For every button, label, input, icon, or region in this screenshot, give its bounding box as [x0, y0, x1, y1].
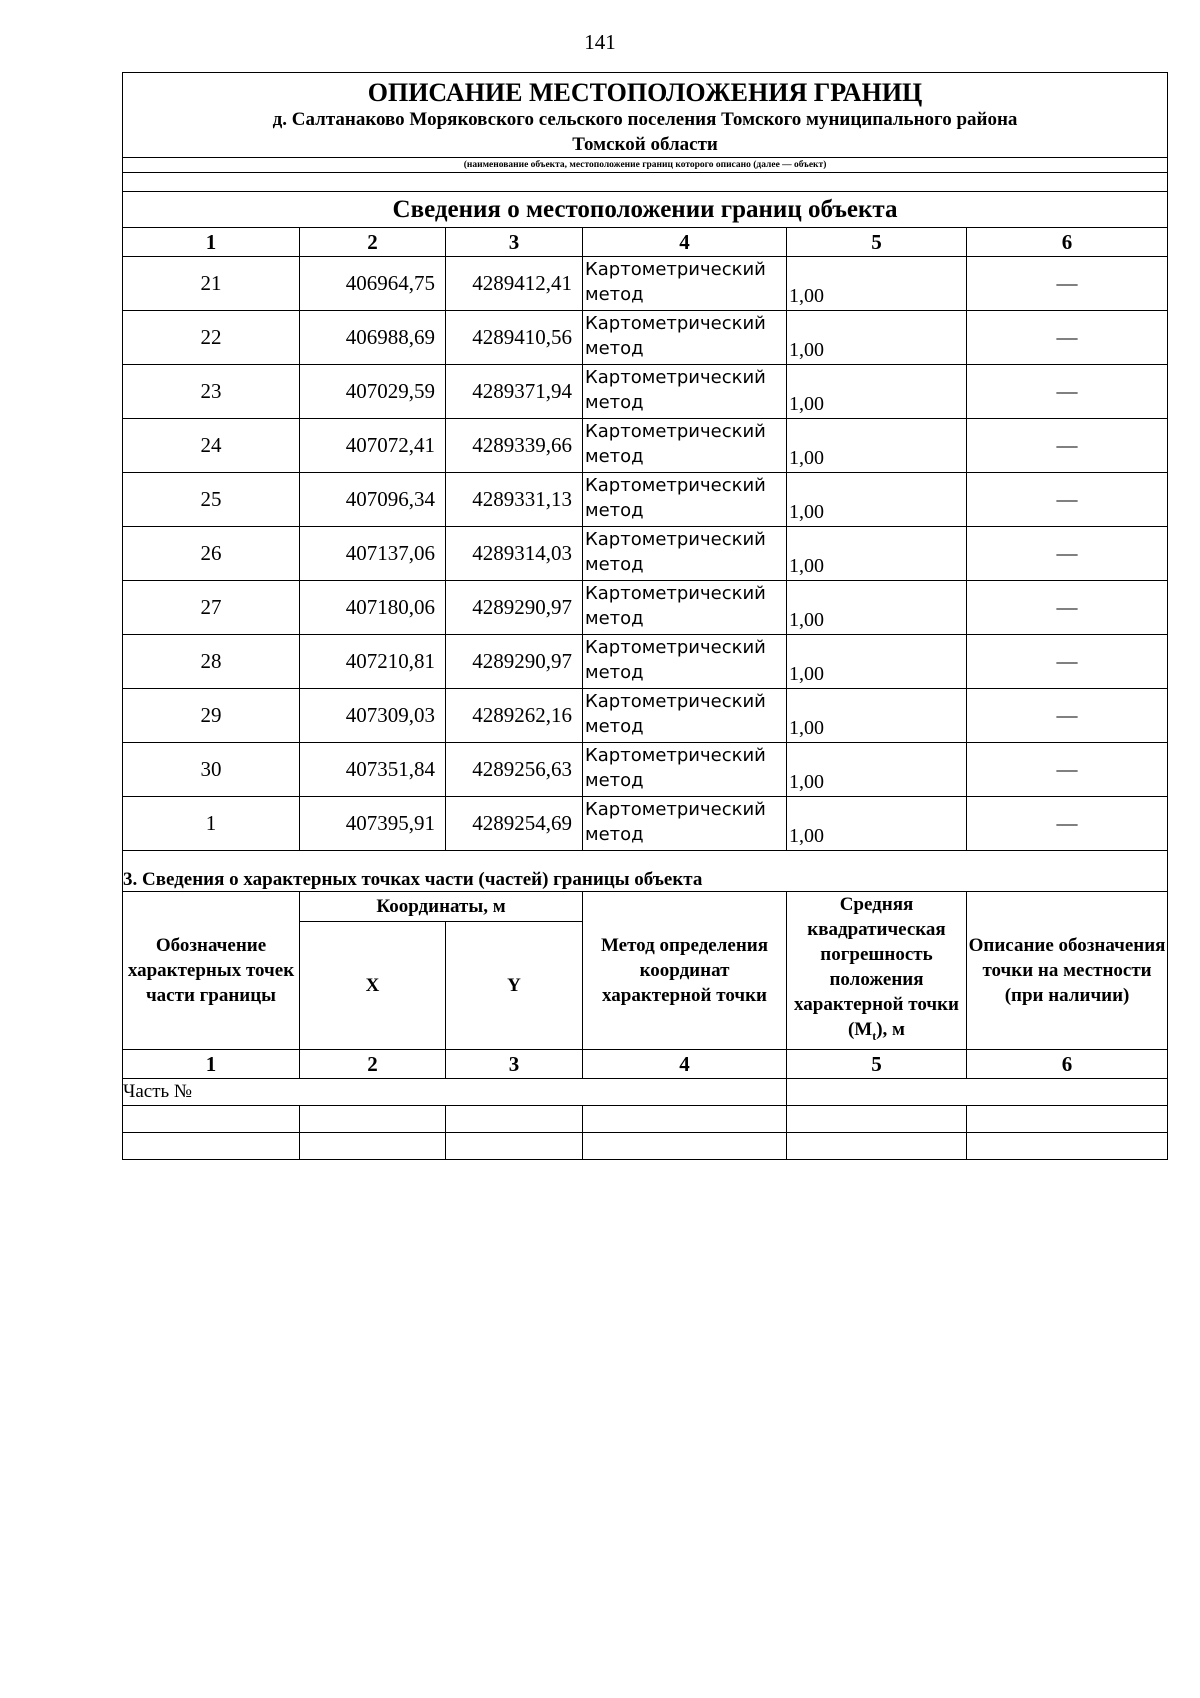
- section3-column-numbers: [123, 1049, 1168, 1078]
- method-line2: метод: [585, 716, 644, 737]
- boundary-point-row: [123, 689, 1168, 743]
- description-value: —: [967, 419, 1168, 473]
- method-line2: метод: [585, 446, 644, 467]
- coordinate-y: 4289412,41: [446, 257, 583, 311]
- point-number: 23: [123, 365, 300, 419]
- boundary-point-row: [123, 311, 1168, 365]
- method-line2: метод: [585, 554, 644, 575]
- coordinate-y: 4289331,13: [446, 473, 583, 527]
- column-number: 6: [967, 228, 1168, 257]
- coordinate-y: 4289290,97: [446, 635, 583, 689]
- accuracy-value: 1,00: [787, 797, 967, 851]
- coordinate-y: 4289262,16: [446, 689, 583, 743]
- boundary-point-row: [123, 473, 1168, 527]
- coordinate-x: 407096,34: [300, 473, 446, 527]
- header-coordinates: Координаты, м: [300, 892, 583, 922]
- accuracy-value: 1,00: [787, 689, 967, 743]
- empty-cell: [300, 1105, 446, 1132]
- accuracy-value: 1,00: [787, 257, 967, 311]
- method-cell: [583, 689, 787, 743]
- part-number-label: Часть №: [123, 1078, 787, 1105]
- empty-row: [123, 1132, 1168, 1159]
- empty-cell: [583, 1105, 787, 1132]
- header-accuracy: [787, 892, 967, 1050]
- boundary-point-row: [123, 743, 1168, 797]
- boundary-point-row: [123, 419, 1168, 473]
- accuracy-value: 1,00: [787, 473, 967, 527]
- coordinate-x: 407210,81: [300, 635, 446, 689]
- column-number: 3: [446, 228, 583, 257]
- point-number: 22: [123, 311, 300, 365]
- header-method: Метод определения координат характерной точки: [583, 892, 787, 1050]
- description-value: —: [967, 311, 1168, 365]
- accuracy-value: 1,00: [787, 743, 967, 797]
- boundary-point-row: [123, 257, 1168, 311]
- method-line2: метод: [585, 824, 644, 845]
- method-cell: [583, 365, 787, 419]
- coordinate-x: 407029,59: [300, 365, 446, 419]
- coordinate-y: 4289371,94: [446, 365, 583, 419]
- description-value: —: [967, 635, 1168, 689]
- method-cell: [583, 797, 787, 851]
- empty-row: [123, 1105, 1168, 1132]
- description-value: —: [967, 473, 1168, 527]
- method-line1: Картометрический: [585, 799, 766, 820]
- empty-cell: [123, 1132, 300, 1159]
- coordinate-y: 4289290,97: [446, 581, 583, 635]
- coordinate-y: 4289339,66: [446, 419, 583, 473]
- document-subtitle-line2: Томской области: [572, 134, 718, 155]
- column-number: 6: [967, 1049, 1168, 1078]
- coordinate-y: 4289410,56: [446, 311, 583, 365]
- method-line2: метод: [585, 392, 644, 413]
- method-line1: Картометрический: [585, 583, 766, 604]
- empty-cell: [446, 1105, 583, 1132]
- coordinate-x: 407351,84: [300, 743, 446, 797]
- boundary-point-row: [123, 365, 1168, 419]
- coordinate-x: 407395,91: [300, 797, 446, 851]
- header-accuracy-unit: ), м: [876, 1019, 906, 1040]
- method-line2: метод: [585, 338, 644, 359]
- spacer-row: [123, 173, 1168, 192]
- boundary-point-row: [123, 797, 1168, 851]
- empty-cell: [123, 1105, 300, 1132]
- method-cell: [583, 635, 787, 689]
- method-cell: [583, 257, 787, 311]
- method-line1: Картометрический: [585, 475, 766, 496]
- accuracy-value: 1,00: [787, 635, 967, 689]
- header-accuracy-main: Средняя квадратическая погрешность положения характерной точки (M: [794, 894, 959, 1040]
- empty-cell: [967, 1105, 1168, 1132]
- empty-cell: [787, 1105, 967, 1132]
- method-cell: [583, 473, 787, 527]
- coordinate-x: 406964,75: [300, 257, 446, 311]
- point-number: 28: [123, 635, 300, 689]
- method-line1: Картометрический: [585, 259, 766, 280]
- point-number: 1: [123, 797, 300, 851]
- column-number: 5: [787, 1049, 967, 1078]
- description-value: —: [967, 581, 1168, 635]
- coordinate-x: 407309,03: [300, 689, 446, 743]
- empty-cell: [967, 1132, 1168, 1159]
- column-number: 1: [123, 228, 300, 257]
- header-block: [123, 73, 1168, 158]
- description-value: —: [967, 527, 1168, 581]
- method-line1: Картометрический: [585, 421, 766, 442]
- method-cell: [583, 419, 787, 473]
- point-number: 21: [123, 257, 300, 311]
- coordinate-x: 407180,06: [300, 581, 446, 635]
- column-number: 1: [123, 1049, 300, 1078]
- method-cell: [583, 311, 787, 365]
- boundary-point-row: [123, 635, 1168, 689]
- header-accuracy-subscript: t: [872, 1028, 877, 1043]
- method-line2: метод: [585, 608, 644, 629]
- empty-cell: [787, 1078, 1168, 1105]
- accuracy-value: 1,00: [787, 527, 967, 581]
- method-line1: Картометрический: [585, 313, 766, 334]
- boundary-document: [122, 72, 1167, 1160]
- method-line1: Картометрический: [585, 745, 766, 766]
- point-number: 25: [123, 473, 300, 527]
- section2-column-numbers: [123, 228, 1168, 257]
- boundary-point-row: [123, 527, 1168, 581]
- section2-title: Сведения о местоположении границ объекта: [123, 192, 1168, 228]
- document-title: ОПИСАНИЕ МЕСТОПОЛОЖЕНИЯ ГРАНИЦ: [367, 78, 923, 107]
- column-number: 3: [446, 1049, 583, 1078]
- coordinate-x: 406988,69: [300, 311, 446, 365]
- empty-cell: [787, 1132, 967, 1159]
- method-cell: [583, 743, 787, 797]
- document-table: [122, 72, 1168, 1160]
- description-value: —: [967, 689, 1168, 743]
- coordinate-y: 4289256,63: [446, 743, 583, 797]
- coordinate-y: 4289254,69: [446, 797, 583, 851]
- coordinate-x: 407072,41: [300, 419, 446, 473]
- method-line1: Картометрический: [585, 529, 766, 550]
- empty-cell: [300, 1132, 446, 1159]
- document-subtitle-line1: д. Салтанаково Моряковского сельского поселения Томского муниципального района: [272, 109, 1018, 130]
- section3-title: 3. Сведения о характерных точках части (частей) границы объекта: [123, 851, 1168, 892]
- header-y: Y: [446, 921, 583, 1049]
- method-line2: метод: [585, 662, 644, 683]
- description-value: —: [967, 743, 1168, 797]
- header-designation: Обозначение характерных точек части границы: [123, 892, 300, 1050]
- point-number: 29: [123, 689, 300, 743]
- column-number: 4: [583, 228, 787, 257]
- description-value: —: [967, 365, 1168, 419]
- object-caption: (наименование объекта, местоположение границ которого описано (далее — объект): [123, 158, 1168, 173]
- empty-cell: [583, 1132, 787, 1159]
- column-number: 2: [300, 1049, 446, 1078]
- section2-rows: [123, 257, 1168, 851]
- boundary-point-row: [123, 581, 1168, 635]
- column-number: 4: [583, 1049, 787, 1078]
- point-number: 24: [123, 419, 300, 473]
- point-number: 27: [123, 581, 300, 635]
- accuracy-value: 1,00: [787, 311, 967, 365]
- header-x: X: [300, 921, 446, 1049]
- accuracy-value: 1,00: [787, 365, 967, 419]
- point-number: 30: [123, 743, 300, 797]
- method-line1: Картометрический: [585, 691, 766, 712]
- header-description: Описание обозначения точки на местности (при наличии): [967, 892, 1168, 1050]
- method-cell: [583, 581, 787, 635]
- method-cell: [583, 527, 787, 581]
- description-value: —: [967, 257, 1168, 311]
- empty-cell: [446, 1132, 583, 1159]
- page-number: 141: [584, 30, 616, 54]
- column-number: 2: [300, 228, 446, 257]
- description-value: —: [967, 797, 1168, 851]
- method-line2: метод: [585, 770, 644, 791]
- accuracy-value: 1,00: [787, 419, 967, 473]
- coordinate-y: 4289314,03: [446, 527, 583, 581]
- method-line1: Картометрический: [585, 637, 766, 658]
- method-line1: Картометрический: [585, 367, 766, 388]
- method-line2: метод: [585, 500, 644, 521]
- point-number: 26: [123, 527, 300, 581]
- column-number: 5: [787, 228, 967, 257]
- method-line2: метод: [585, 284, 644, 305]
- coordinate-x: 407137,06: [300, 527, 446, 581]
- accuracy-value: 1,00: [787, 581, 967, 635]
